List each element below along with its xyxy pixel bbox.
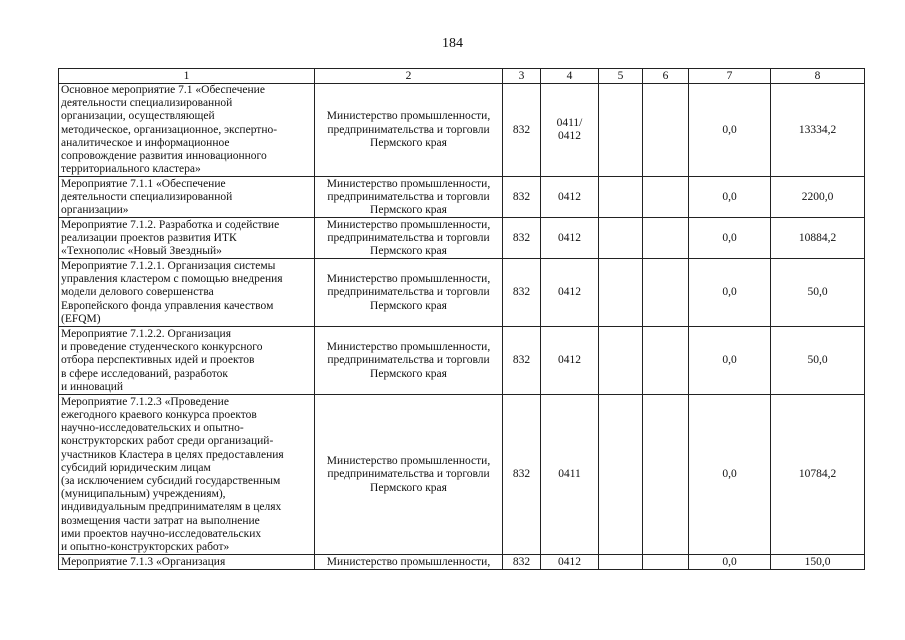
section-code-cell: 0412 bbox=[541, 555, 599, 570]
table-row bbox=[59, 395, 865, 555]
code-cell: 832 bbox=[503, 327, 541, 395]
executor-cell: Министерство промышленности, предпринимательства и торговли Пермского края bbox=[315, 84, 503, 177]
code-cell: 832 bbox=[503, 218, 541, 259]
amount-cell: 0,0 bbox=[689, 218, 771, 259]
empty-cell bbox=[643, 177, 689, 218]
table-row bbox=[59, 218, 865, 259]
executor-cell: Министерство промышленности, предпринимательства и торговли Пермского края bbox=[315, 177, 503, 218]
code-cell: 832 bbox=[503, 395, 541, 555]
amount-cell: 0,0 bbox=[689, 177, 771, 218]
executor-cell: Министерство промышленности, предпринимательства и торговли Пермского края bbox=[315, 218, 503, 259]
table-header-row bbox=[59, 69, 865, 84]
executor-cell: Министерство промышленности, предпринимательства и торговли Пермского края bbox=[315, 395, 503, 555]
empty-cell bbox=[599, 327, 643, 395]
code-cell: 832 bbox=[503, 259, 541, 327]
section-code-cell: 0412 bbox=[541, 327, 599, 395]
empty-cell bbox=[599, 218, 643, 259]
executor-cell: Министерство промышленности, предпринимательства и торговли Пермского края bbox=[315, 327, 503, 395]
amount-cell: 0,0 bbox=[689, 327, 771, 395]
section-code-cell: 0412 bbox=[541, 177, 599, 218]
activity-cell: Мероприятие 7.1.1 «Обеспечение деятельности специализированной организации» bbox=[59, 177, 315, 218]
total-amount-cell: 10884,2 bbox=[771, 218, 865, 259]
code-cell: 832 bbox=[503, 177, 541, 218]
section-code-cell: 0411/ 0412 bbox=[541, 84, 599, 177]
total-amount-cell: 13334,2 bbox=[771, 84, 865, 177]
amount-cell: 0,0 bbox=[689, 84, 771, 177]
activity-cell: Мероприятие 7.1.3 «Организация bbox=[59, 555, 315, 570]
page-number: 184 bbox=[442, 36, 463, 51]
empty-cell bbox=[599, 555, 643, 570]
budget-table bbox=[58, 68, 865, 570]
column-header: 1 bbox=[59, 69, 315, 84]
table-row bbox=[59, 327, 865, 395]
section-code-cell: 0411 bbox=[541, 395, 599, 555]
total-amount-cell: 50,0 bbox=[771, 327, 865, 395]
table-row bbox=[59, 84, 865, 177]
activity-cell: Мероприятие 7.1.2.3 «Проведение ежегодного краевого конкурса проектов научно-исследовательских и опытно- конструкторских работ среди организаций- участников Кластера в целях предоставления субсидий юридическим лицам (за исключением субсидий государственным (муниципальным) учреждениям), индивидуальным предпринимателям в целях возмещения части затрат на выполнение ими проектов научно-исследовательских и опытно-конструкторских работ» bbox=[59, 395, 315, 555]
code-cell: 832 bbox=[503, 84, 541, 177]
empty-cell bbox=[643, 218, 689, 259]
table-row bbox=[59, 259, 865, 327]
empty-cell bbox=[643, 395, 689, 555]
empty-cell bbox=[643, 555, 689, 570]
table-row bbox=[59, 177, 865, 218]
empty-cell bbox=[599, 84, 643, 177]
amount-cell: 0,0 bbox=[689, 395, 771, 555]
total-amount-cell: 2200,0 bbox=[771, 177, 865, 218]
section-code-cell: 0412 bbox=[541, 218, 599, 259]
amount-cell: 0,0 bbox=[689, 555, 771, 570]
column-header: 6 bbox=[643, 69, 689, 84]
empty-cell bbox=[643, 84, 689, 177]
activity-cell: Основное мероприятие 7.1 «Обеспечение деятельности специализированной организации, осуществляющей методическое, организационное, экспертно- аналитическое и информационное сопровождение развития инновационного территориального кластера» bbox=[59, 84, 315, 177]
empty-cell bbox=[643, 327, 689, 395]
section-code-cell: 0412 bbox=[541, 259, 599, 327]
total-amount-cell: 50,0 bbox=[771, 259, 865, 327]
activity-cell: Мероприятие 7.1.2.1. Организация системы управления кластером с помощью внедрения модели делового совершенства Европейского фонда управления качеством (EFQM) bbox=[59, 259, 315, 327]
column-header: 4 bbox=[541, 69, 599, 84]
column-header: 2 bbox=[315, 69, 503, 84]
executor-cell: Министерство промышленности, предпринимательства и торговли Пермского края bbox=[315, 259, 503, 327]
column-header: 5 bbox=[599, 69, 643, 84]
amount-cell: 0,0 bbox=[689, 259, 771, 327]
column-header: 8 bbox=[771, 69, 865, 84]
empty-cell bbox=[643, 259, 689, 327]
total-amount-cell: 150,0 bbox=[771, 555, 865, 570]
empty-cell bbox=[599, 177, 643, 218]
activity-cell: Мероприятие 7.1.2. Разработка и содействие реализации проектов развития ИТК «Технополис «Новый Звездный» bbox=[59, 218, 315, 259]
total-amount-cell: 10784,2 bbox=[771, 395, 865, 555]
column-header: 3 bbox=[503, 69, 541, 84]
empty-cell bbox=[599, 259, 643, 327]
column-header: 7 bbox=[689, 69, 771, 84]
executor-cell: Министерство промышленности, bbox=[315, 555, 503, 570]
activity-cell: Мероприятие 7.1.2.2. Организация и проведение студенческого конкурсного отбора перспективных идей и проектов в сфере исследований, разработок и инноваций bbox=[59, 327, 315, 395]
empty-cell bbox=[599, 395, 643, 555]
code-cell: 832 bbox=[503, 555, 541, 570]
table-row bbox=[59, 555, 865, 570]
